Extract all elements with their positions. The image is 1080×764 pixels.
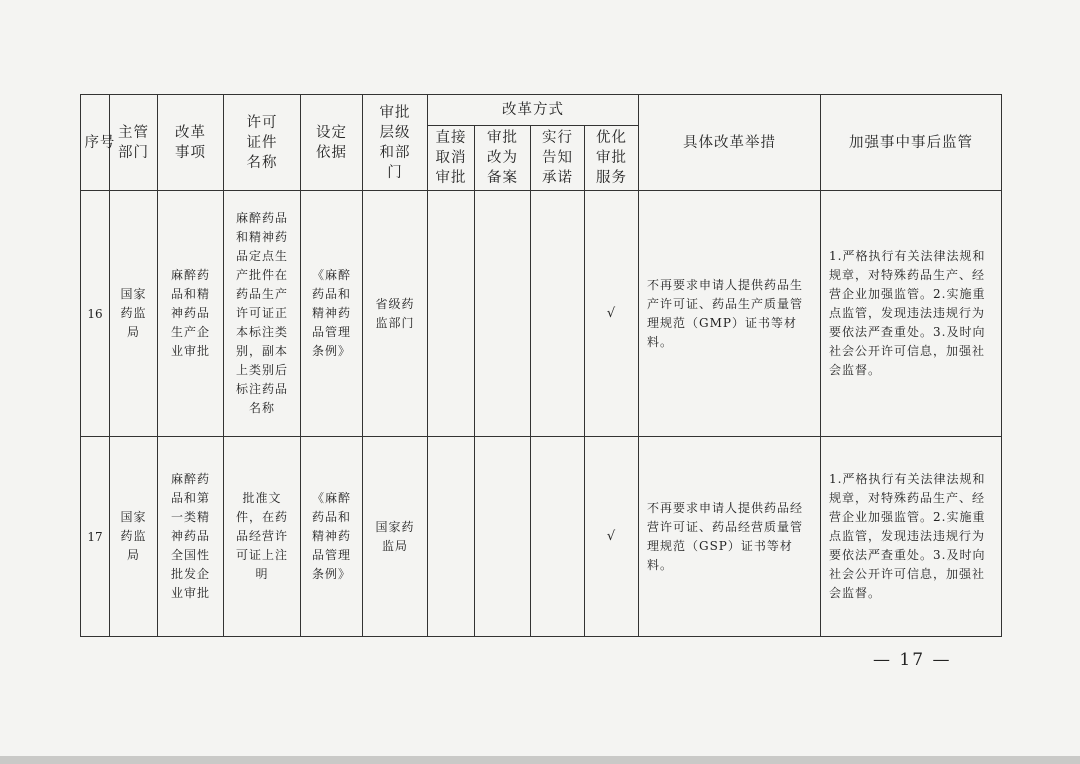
row-measures: 不再要求申请人提供药品生产许可证、药品生产质量管理规范（GMP）证书等材料。 xyxy=(639,191,821,437)
header-level: 审批层级和部门 xyxy=(363,95,428,191)
row-seq: 17 xyxy=(81,437,110,637)
row-method-notify xyxy=(531,191,585,437)
row-item: 麻醉药品和精神药品生产企业审批 xyxy=(158,191,224,437)
row-method-optimize: √ xyxy=(585,191,639,437)
row-basis: 《麻醉药品和精神药品管理条例》 xyxy=(301,191,363,437)
header-supervision: 加强事中事后监管 xyxy=(821,95,1002,191)
header-method-cancel: 直接取消审批 xyxy=(428,126,475,191)
page-edge-shadow xyxy=(0,756,1080,764)
reform-table xyxy=(80,94,1002,637)
header-method-notify: 实行告知承诺 xyxy=(531,126,585,191)
header-seq: 序号 xyxy=(81,95,110,191)
row-item: 麻醉药品和第一类精神药品全国性批发企业审批 xyxy=(158,437,224,637)
row-method-optimize: √ xyxy=(585,437,639,637)
row-method-notify xyxy=(531,437,585,637)
header-method-optimize: 优化审批服务 xyxy=(585,126,639,191)
table-row xyxy=(81,437,1002,637)
row-dept: 国家药监局 xyxy=(110,191,158,437)
header-measures: 具体改革举措 xyxy=(639,95,821,191)
page-number: — 17 — xyxy=(873,650,952,670)
header-dept: 主管部门 xyxy=(110,95,158,191)
header-basis: 设定依据 xyxy=(301,95,363,191)
row-license: 麻醉药品和精神药品定点生产批件在药品生产许可证正本标注类别，副本上类别后标注药品名称 xyxy=(224,191,301,437)
row-dept: 国家药监局 xyxy=(110,437,158,637)
row-basis: 《麻醉药品和精神药品管理条例》 xyxy=(301,437,363,637)
row-supervision: 1.严格执行有关法律法规和规章，对特殊药品生产、经营企业加强监管。2.实施重点监管，发现违法违规行为要依法严查重处。3.及时向社会公开许可信息，加强社会监督。 xyxy=(821,437,1002,637)
row-supervision: 1.严格执行有关法律法规和规章，对特殊药品生产、经营企业加强监管。2.实施重点监管，发现违法违规行为要依法严查重处。3.及时向社会公开许可信息，加强社会监督。 xyxy=(821,191,1002,437)
row-level: 国家药监局 xyxy=(363,437,428,637)
row-seq: 16 xyxy=(81,191,110,437)
row-method-cancel xyxy=(428,191,475,437)
row-method-record xyxy=(475,437,531,637)
header-license: 许可证件名称 xyxy=(224,95,301,191)
header-item: 改革事项 xyxy=(158,95,224,191)
row-level: 省级药监部门 xyxy=(363,191,428,437)
row-license: 批准文件，在药品经营许可证上注明 xyxy=(224,437,301,637)
row-measures: 不再要求申请人提供药品经营许可证、药品经营质量管理规范（GSP）证书等材料。 xyxy=(639,437,821,637)
row-method-cancel xyxy=(428,437,475,637)
header-reform-group: 改革方式 xyxy=(428,95,639,126)
row-method-record xyxy=(475,191,531,437)
header-method-record: 审批改为备案 xyxy=(475,126,531,191)
table-row xyxy=(81,191,1002,437)
